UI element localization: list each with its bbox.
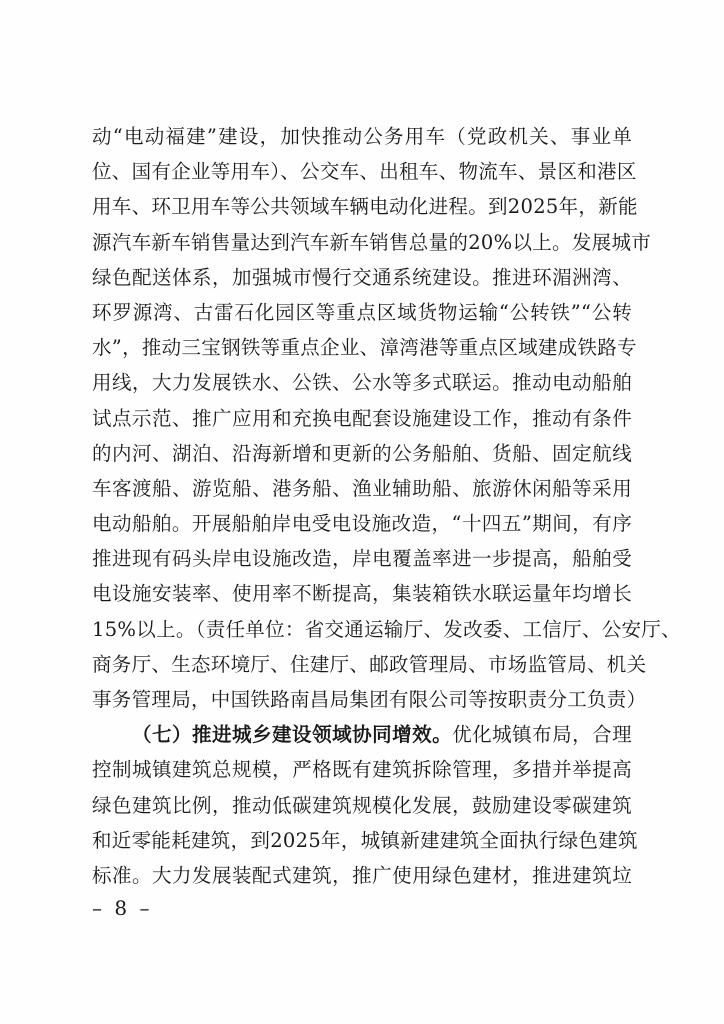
body-line: 的内河、湖泊、沿海新增和更新的公务船舶、货船、固定航线	[92, 441, 632, 465]
section-seven-line: 标准。大力发展装配式建筑，推广使用绿色建材，推进建筑垃	[92, 863, 632, 887]
body-line: 15%以上。（责任单位：省交通运输厅、发改委、工信厅、公安厅、	[92, 617, 681, 641]
body-line: 车客渡船、游览船、港务船、渔业辅助船、旅游休闲船等采用	[92, 476, 632, 500]
section-seven-heading: （七）推进城乡建设领域协同增效。	[132, 723, 453, 747]
body-line: 绿色配送体系，加强城市慢行交通系统建设。推进环湄洲湾、	[92, 265, 632, 289]
body-line: 电动船舶。开展船舶岸电受电设施改造，“十四五”期间，有序	[92, 512, 632, 536]
body-line: 推进现有码头岸电设施改造，岸电覆盖率进一步提高，船舶受	[92, 547, 632, 571]
body-line: 用车、环卫用车等公共领域车辆电动化进程。到2025年，新能	[92, 195, 638, 219]
body-line: 源汽车新车销售量达到汽车新车销售总量的20%以上。发展城市	[92, 230, 652, 254]
section-seven-line: 控制城镇建筑总规模，严格既有建筑拆除管理，多措并举提高	[92, 758, 632, 782]
body-line: 用线，大力发展铁水、公铁、公水等多式联运。推动电动船舶	[92, 371, 632, 395]
section-seven-line: 绿色建筑比例，推动低碳建筑规模化发展，鼓励建设零碳建筑	[92, 793, 632, 817]
section-seven-first-line-text: 优化城镇布局，合理	[452, 723, 632, 747]
section-seven-line: 和近零能耗建筑，到2025年，城镇新建建筑全面执行绿色建筑	[92, 828, 638, 852]
body-line: 位、国有企业等用车）、公交车、出租车、物流车、景区和港区	[92, 160, 637, 184]
document-body	[92, 119, 681, 893]
body-line: 水”，推动三宝钢铁等重点企业、漳湾港等重点区域建成铁路专	[92, 336, 637, 360]
body-line: 动“电动福建”建设，加快推动公务用车（党政机关、事业单	[92, 125, 632, 148]
body-line: 商务厅、生态环境厅、住建厅、邮政管理局、市场监管局、机关	[92, 652, 647, 676]
body-line: 事务管理局，中国铁路南昌局集团有限公司等按职责分工负责）	[92, 688, 647, 711]
body-line: 试点示范、推广应用和充换电配套设施建设工作，推动有条件	[92, 406, 632, 430]
body-line: 环罗源湾、古雷石化园区等重点区域货物运输“公转铁”“公转	[92, 300, 632, 324]
body-line: 电设施安装率、使用率不断提高，集装箱铁水联运量年均增长	[92, 582, 632, 606]
section-seven-first-line	[92, 717, 632, 752]
page-number: – 8 –	[92, 896, 153, 920]
